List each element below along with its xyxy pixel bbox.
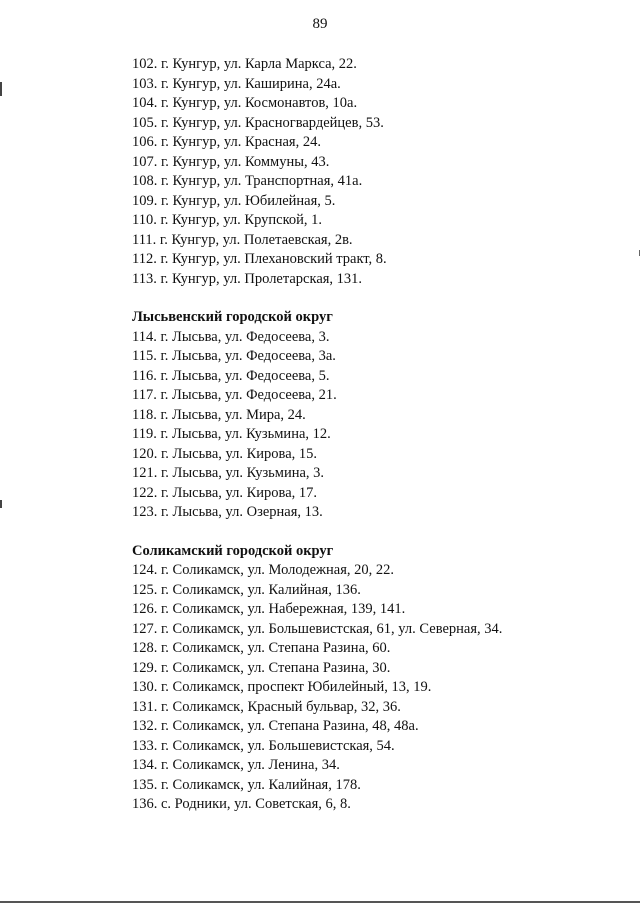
list-item: 130. г. Соликамск, проспект Юбилейный, 13, 19. [132, 679, 432, 695]
list-item: 135. г. Соликамск, ул. Калийная, 178. [132, 776, 361, 793]
list-item: 133. г. Соликамск, ул. Большевистская, 54. [132, 737, 395, 754]
list-item: 114. г. Лысьва, ул. Федосеева, 3. [132, 328, 330, 345]
list-item: 127. г. Соликамск, ул. Большевистская, 61, ул. Северная, 34. [132, 620, 503, 637]
section-spacer [132, 523, 620, 542]
list-item: 109. г. Кунгур, ул. Юбилейная, 5. [132, 192, 336, 209]
scan-edge-mark [0, 82, 2, 96]
list-item: 122. г. Лысьва, ул. Кирова, 17. [132, 484, 318, 501]
list-item: 105. г. Кунгур, ул. Красногвардейцев, 53. [132, 114, 384, 131]
list-item: 116. г. Лысьва, ул. Федосеева, 5. [132, 367, 330, 384]
list-item: 125. г. Соликамск, ул. Калийная, 136. [132, 581, 361, 598]
list-item: 129. г. Соликамск, ул. Степана Разина, 30. [132, 659, 391, 676]
list-item: 115. г. Лысьва, ул. Федосеева, 3а. [132, 348, 336, 364]
list-item: 131. г. Соликамск, Красный бульвар, 32, 36. [132, 698, 401, 715]
list-item: 113. г. Кунгур, ул. Пролетарская, 131. [132, 270, 363, 287]
list-item: 126. г. Соликамск, ул. Набережная, 139, 141. [132, 601, 406, 617]
list-item: 121. г. Лысьва, ул. Кузьмина, 3. [132, 465, 325, 481]
list-item: 108. г. Кунгур, ул. Транспортная, 41а. [132, 173, 363, 189]
list-item: 120. г. Лысьва, ул. Кирова, 15. [132, 445, 318, 462]
list-item: 118. г. Лысьва, ул. Мира, 24. [132, 406, 306, 423]
list-item: 134. г. Соликамск, ул. Ленина, 34. [132, 757, 340, 773]
section-solikamsk [132, 542, 620, 815]
list-item: 124. г. Соликамск, ул. Молодежная, 20, 22. [132, 562, 395, 578]
list-item: 104. г. Кунгур, ул. Космонавтов, 10а. [132, 95, 358, 111]
scan-bottom-edge [0, 901, 640, 903]
list-item: 117. г. Лысьва, ул. Федосеева, 21. [132, 387, 337, 403]
list-item: 132. г. Соликамск, ул. Степана Разина, 48, 48а. [132, 718, 419, 734]
section-kungur [132, 55, 620, 289]
scan-edge-mark [0, 500, 2, 508]
address-list [132, 55, 620, 815]
list-item: 112. г. Кунгур, ул. Плехановский тракт, 8. [132, 251, 387, 267]
list-item: 119. г. Лысьва, ул. Кузьмина, 12. [132, 426, 331, 442]
section-spacer [132, 289, 620, 308]
section-lysva [132, 308, 620, 523]
list-item: 111. г. Кунгур, ул. Полетаевская, 2в. [132, 231, 353, 248]
section-heading: Соликамский городской округ [132, 542, 334, 559]
list-item: 102. г. Кунгур, ул. Карла Маркса, 22. [132, 56, 357, 72]
section-heading: Лысьвенский городской округ [132, 309, 333, 325]
page-number: 89 [312, 16, 328, 32]
list-item: 110. г. Кунгур, ул. Крупской, 1. [132, 212, 323, 228]
list-item: 107. г. Кунгур, ул. Коммуны, 43. [132, 153, 330, 170]
list-item: 106. г. Кунгур, ул. Красная, 24. [132, 134, 321, 150]
list-item: 128. г. Соликамск, ул. Степана Разина, 60. [132, 640, 391, 656]
list-item: 123. г. Лысьва, ул. Озерная, 13. [132, 504, 323, 520]
list-item: 103. г. Кунгур, ул. Каширина, 24а. [132, 75, 341, 92]
list-item: 136. с. Родники, ул. Советская, 6, 8. [132, 796, 351, 812]
